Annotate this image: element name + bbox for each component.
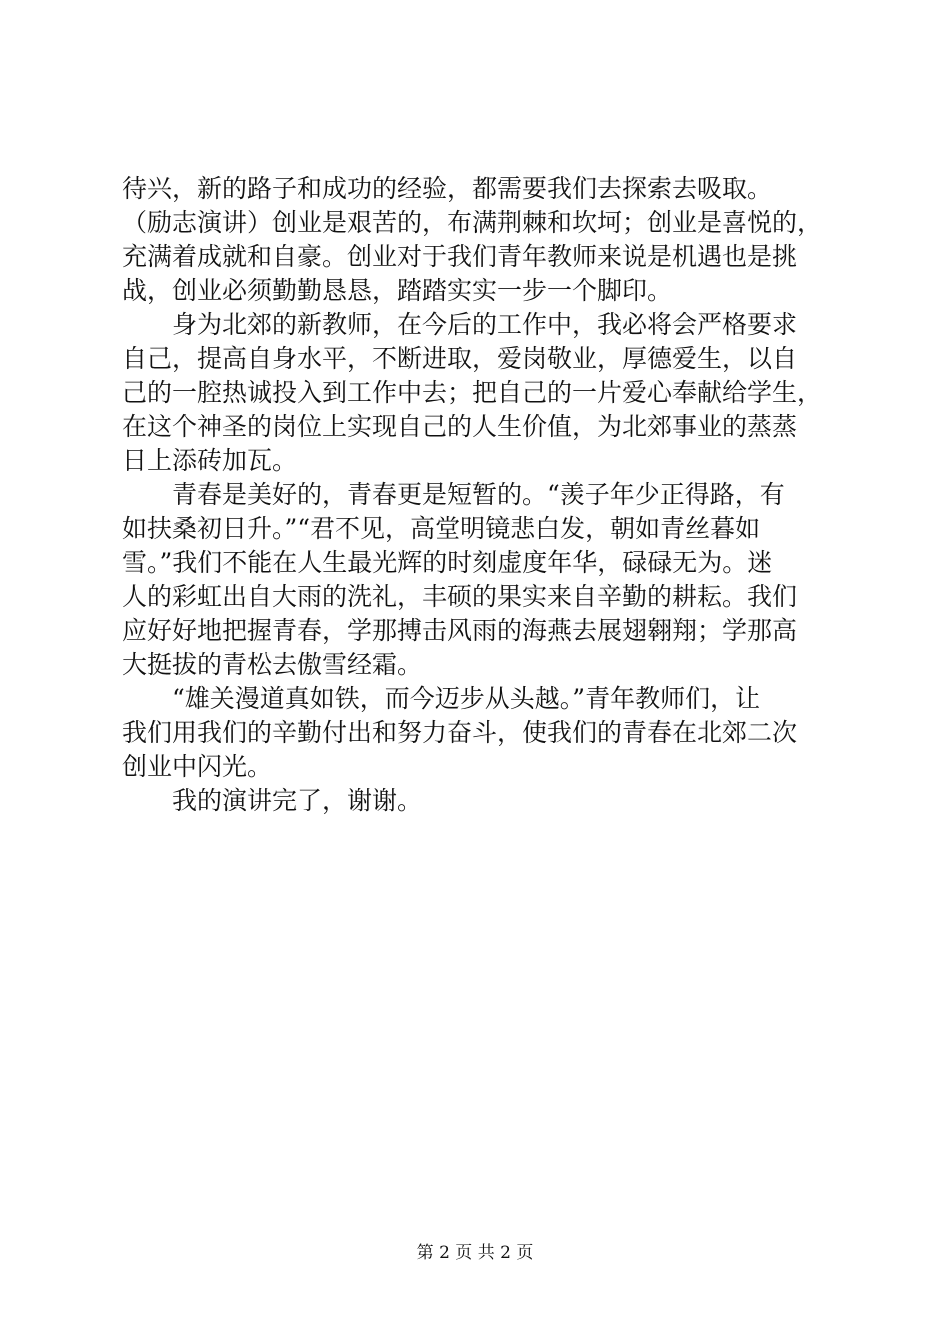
text-line: 创业中闪光。 xyxy=(122,752,273,781)
text-line: 青春是美好的，青春更是短暂的。“羡子年少正得路，有 xyxy=(172,480,785,509)
text-line: 战，创业必须勤勤恳恳，踏踏实实一步一个脚印。 xyxy=(122,276,673,305)
text-line: （励志演讲）创业是艰苦的，布满荆棘和坎坷；创业是喜悦的， xyxy=(122,208,823,237)
text-line: 己的一腔热诚投入到工作中去；把自己的一片爱心奉献给学生， xyxy=(122,378,823,407)
text-line: 雪。”我们不能在人生最光辉的时刻虚度年华，碌碌无为。迷 xyxy=(122,548,773,577)
text-line: 如扶桑初日升。”“君不见，高堂明镜悲白发，朝如青丝暮如 xyxy=(122,514,761,543)
text-line: 充满着成就和自豪。创业对于我们青年教师来说是机遇也是挑 xyxy=(122,242,798,271)
text-line: 在这个神圣的岗位上实现自己的人生价值，为北郊事业的蒸蒸 xyxy=(122,412,798,441)
text-line: 大挺拔的青松去傲雪经霜。 xyxy=(122,650,423,679)
text-line: 人的彩虹出自大雨的洗礼，丰硕的果实来自辛勤的耕耘。我们 xyxy=(122,582,798,611)
paragraph xyxy=(122,308,832,478)
text-line: 应好好地把握青春，学那搏击风雨的海燕去展翅翱翔；学那高 xyxy=(122,616,798,645)
document-body xyxy=(122,172,832,818)
page-number-footer: 第 2 页 共 2 页 xyxy=(416,1243,534,1263)
text-line: “雄关漫道真如铁，而今迈步从头越。”青年教师们，让 xyxy=(172,684,761,713)
paragraph xyxy=(122,682,832,784)
text-line: 我们用我们的辛勤付出和努力奋斗，使我们的青春在北郊二次 xyxy=(122,718,798,747)
text-line: 身为北郊的新教师，在今后的工作中，我必将会严格要求 xyxy=(172,310,798,339)
text-line: 待兴，新的路子和成功的经验，都需要我们去探索去吸取。 xyxy=(122,174,773,203)
text-line: 自己，提高自身水平，不断进取，爱岗敬业，厚德爱生，以自 xyxy=(122,344,798,373)
text-line: 我的演讲完了，谢谢。 xyxy=(172,786,423,815)
paragraph xyxy=(122,172,832,308)
paragraph xyxy=(122,478,832,682)
text-line: 日上添砖加瓦。 xyxy=(122,446,298,475)
paragraph xyxy=(122,784,832,818)
